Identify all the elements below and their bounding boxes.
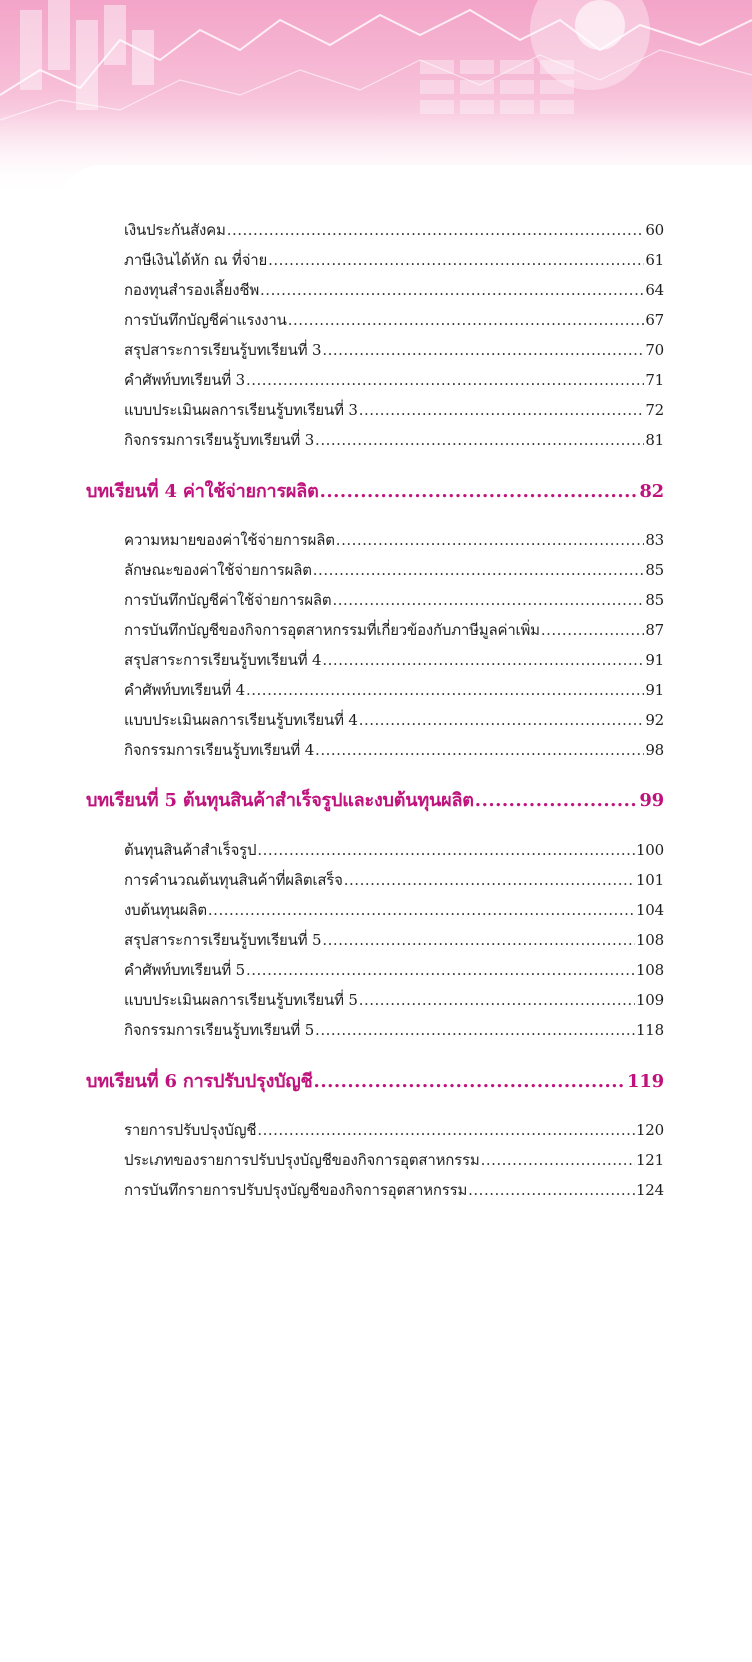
toc-entry-title: กิจกรรมการเรียนรู้บทเรียนที่ 4	[124, 741, 315, 759]
toc-entry-page: 60	[645, 221, 664, 239]
toc-entry-title: งบต้นทุนผลิต	[124, 901, 207, 919]
toc-entry-title: การคำนวณต้นทุนสินค้าที่ผลิตเสร็จ	[124, 871, 343, 889]
toc-entry[interactable]	[124, 930, 664, 950]
toc-entry-page: 104	[635, 901, 664, 919]
toc-entry-title: ภาษีเงินได้หัก ณ ที่จ่าย	[124, 251, 268, 269]
toc-entry[interactable]	[124, 370, 664, 390]
toc-entry[interactable]	[124, 620, 664, 640]
toc-entry-title: การบันทึกรายการปรับปรุงบัญชีของกิจการอุตสาหกรรม	[124, 1181, 468, 1199]
toc-entry-title: สรุปสาระการเรียนรู้บทเรียนที่ 5	[124, 931, 322, 949]
toc-entry[interactable]	[124, 1020, 664, 1040]
dot-leader	[322, 650, 644, 670]
dot-leader	[314, 1072, 626, 1092]
toc-entry[interactable]	[124, 990, 664, 1010]
toc-entry-title: กิจกรรมการเรียนรู้บทเรียนที่ 5	[124, 1021, 315, 1039]
toc-entry-title: ลักษณะของค่าใช้จ่ายการผลิต	[124, 561, 312, 579]
dot-leader	[359, 990, 635, 1010]
dot-leader	[541, 620, 644, 640]
dot-leader	[257, 1120, 635, 1140]
toc-entry-page: 119	[627, 1071, 664, 1092]
toc-entry-title: กองทุนสำรองเลี้ยงชีพ	[124, 281, 260, 299]
toc-entry-page: 72	[645, 401, 664, 419]
toc-entry-page: 71	[645, 371, 664, 389]
dot-leader	[468, 1180, 635, 1200]
toc-entry[interactable]	[124, 560, 664, 580]
dot-leader	[315, 430, 644, 450]
toc-entry[interactable]	[124, 430, 664, 450]
dot-leader	[315, 740, 644, 760]
toc-entry-page: 120	[635, 1121, 664, 1139]
toc-chapter[interactable]	[86, 1072, 664, 1092]
toc-entry-page: 85	[645, 561, 664, 579]
toc-entry-title: ต้นทุนสินค้าสำเร็จรูป	[124, 841, 257, 859]
toc-entry[interactable]	[124, 400, 664, 420]
dot-leader	[313, 560, 645, 580]
toc-entry-page: 92	[645, 711, 664, 729]
dot-leader	[359, 400, 645, 420]
toc-entry[interactable]	[124, 1120, 664, 1140]
toc-entry[interactable]	[124, 1180, 664, 1200]
toc-entry[interactable]	[124, 960, 664, 980]
toc-entry-page: 61	[645, 251, 664, 269]
toc-entry[interactable]	[124, 680, 664, 700]
toc-entry-title: บทเรียนที่ 6 การปรับปรุงบัญชี	[86, 1071, 313, 1092]
content-card-corner	[62, 165, 752, 225]
toc-entry-page: 121	[635, 1151, 664, 1169]
toc-entry[interactable]	[124, 710, 664, 730]
toc-entry-title: ประเภทของรายการปรับปรุงบัญชีของกิจการอุตสาหกรรม	[124, 1151, 480, 1169]
toc-entry-page: 85	[645, 591, 664, 609]
dot-leader	[322, 340, 644, 360]
toc-entry-title: คำศัพท์บทเรียนที่ 5	[124, 961, 245, 979]
toc-entry-title: การบันทึกบัญชีของกิจการอุตสาหกรรมที่เกี่ยวข้องกับภาษีมูลค่าเพิ่ม	[124, 621, 540, 639]
dot-leader	[246, 370, 644, 390]
toc-entry-title: บทเรียนที่ 5 ต้นทุนสินค้าสำเร็จรูปและงบต้นทุนผลิต	[86, 790, 474, 811]
toc-chapter[interactable]	[86, 791, 664, 811]
dot-leader	[315, 1020, 635, 1040]
dot-leader	[288, 310, 645, 330]
dot-leader	[320, 482, 639, 502]
toc-entry-page: 98	[645, 741, 664, 759]
toc-entry[interactable]	[124, 590, 664, 610]
toc-entry-page: 67	[645, 311, 664, 329]
toc-entry[interactable]	[124, 530, 664, 550]
toc-entry-title: รายการปรับปรุงบัญชี	[124, 1121, 257, 1139]
toc-entry-title: สรุปสาระการเรียนรู้บทเรียนที่ 3	[124, 341, 322, 359]
toc-entry-title: ความหมายของค่าใช้จ่ายการผลิต	[124, 531, 335, 549]
toc-entry[interactable]	[124, 740, 664, 760]
dot-leader	[336, 530, 645, 550]
toc-entry-title: แบบประเมินผลการเรียนรู้บทเรียนที่ 4	[124, 711, 358, 729]
dot-leader	[246, 680, 644, 700]
dot-leader	[208, 900, 635, 920]
toc-chapter[interactable]	[86, 482, 664, 502]
toc-entry-page: 124	[635, 1181, 664, 1199]
toc-entry-title: คำศัพท์บทเรียนที่ 4	[124, 681, 245, 699]
toc-entry-title: แบบประเมินผลการเรียนรู้บทเรียนที่ 5	[124, 991, 358, 1009]
toc-entry-title: กิจกรรมการเรียนรู้บทเรียนที่ 3	[124, 431, 315, 449]
toc-entry-page: 108	[635, 931, 664, 949]
dot-leader	[332, 590, 644, 610]
toc-entry-title: สรุปสาระการเรียนรู้บทเรียนที่ 4	[124, 651, 322, 669]
toc-entry[interactable]	[124, 870, 664, 890]
toc-entry-title: การบันทึกบัญชีค่าใช้จ่ายการผลิต	[124, 591, 332, 609]
dot-leader	[257, 840, 635, 860]
toc-entry-page: 109	[635, 991, 664, 1009]
toc-entry[interactable]	[124, 1150, 664, 1170]
toc-entry-page: 99	[639, 790, 664, 811]
toc-entry-page: 100	[635, 841, 664, 859]
dot-leader	[268, 250, 644, 270]
toc-entry-page: 87	[645, 621, 664, 639]
toc-entry[interactable]	[124, 280, 664, 300]
toc-entry-page: 83	[645, 531, 664, 549]
dot-leader	[227, 220, 645, 240]
toc-entry-title: การบันทึกบัญชีค่าแรงงาน	[124, 311, 287, 329]
dot-leader	[475, 791, 639, 811]
toc-entry-title: แบบประเมินผลการเรียนรู้บทเรียนที่ 3	[124, 401, 358, 419]
toc-entry-page: 64	[645, 281, 664, 299]
dot-leader	[481, 1150, 635, 1170]
toc-entry-page: 108	[635, 961, 664, 979]
toc-entry-page: 101	[635, 871, 664, 889]
toc-entry-title: บทเรียนที่ 4 ค่าใช้จ่ายการผลิต	[86, 481, 319, 502]
dot-leader	[246, 960, 635, 980]
toc-entry-title: คำศัพท์บทเรียนที่ 3	[124, 371, 245, 389]
toc-entry[interactable]	[124, 650, 664, 670]
toc-entry[interactable]	[124, 250, 664, 270]
toc-entry[interactable]	[124, 310, 664, 330]
toc-entry[interactable]	[124, 900, 664, 920]
toc-entry-page: 91	[645, 681, 664, 699]
toc-entry-page: 91	[645, 651, 664, 669]
dot-leader	[359, 710, 645, 730]
toc-entry-page: 82	[639, 481, 664, 502]
dot-leader	[344, 870, 635, 890]
toc-entry-page: 81	[645, 431, 664, 449]
toc-entry[interactable]	[124, 840, 664, 860]
toc-entry-page: 70	[645, 341, 664, 359]
toc-entry[interactable]	[124, 220, 664, 240]
toc-entry[interactable]	[124, 340, 664, 360]
dot-leader	[260, 280, 644, 300]
toc-entry-title: เงินประกันสังคม	[124, 221, 226, 239]
toc-entry-page: 118	[635, 1021, 664, 1039]
dot-leader	[322, 930, 635, 950]
